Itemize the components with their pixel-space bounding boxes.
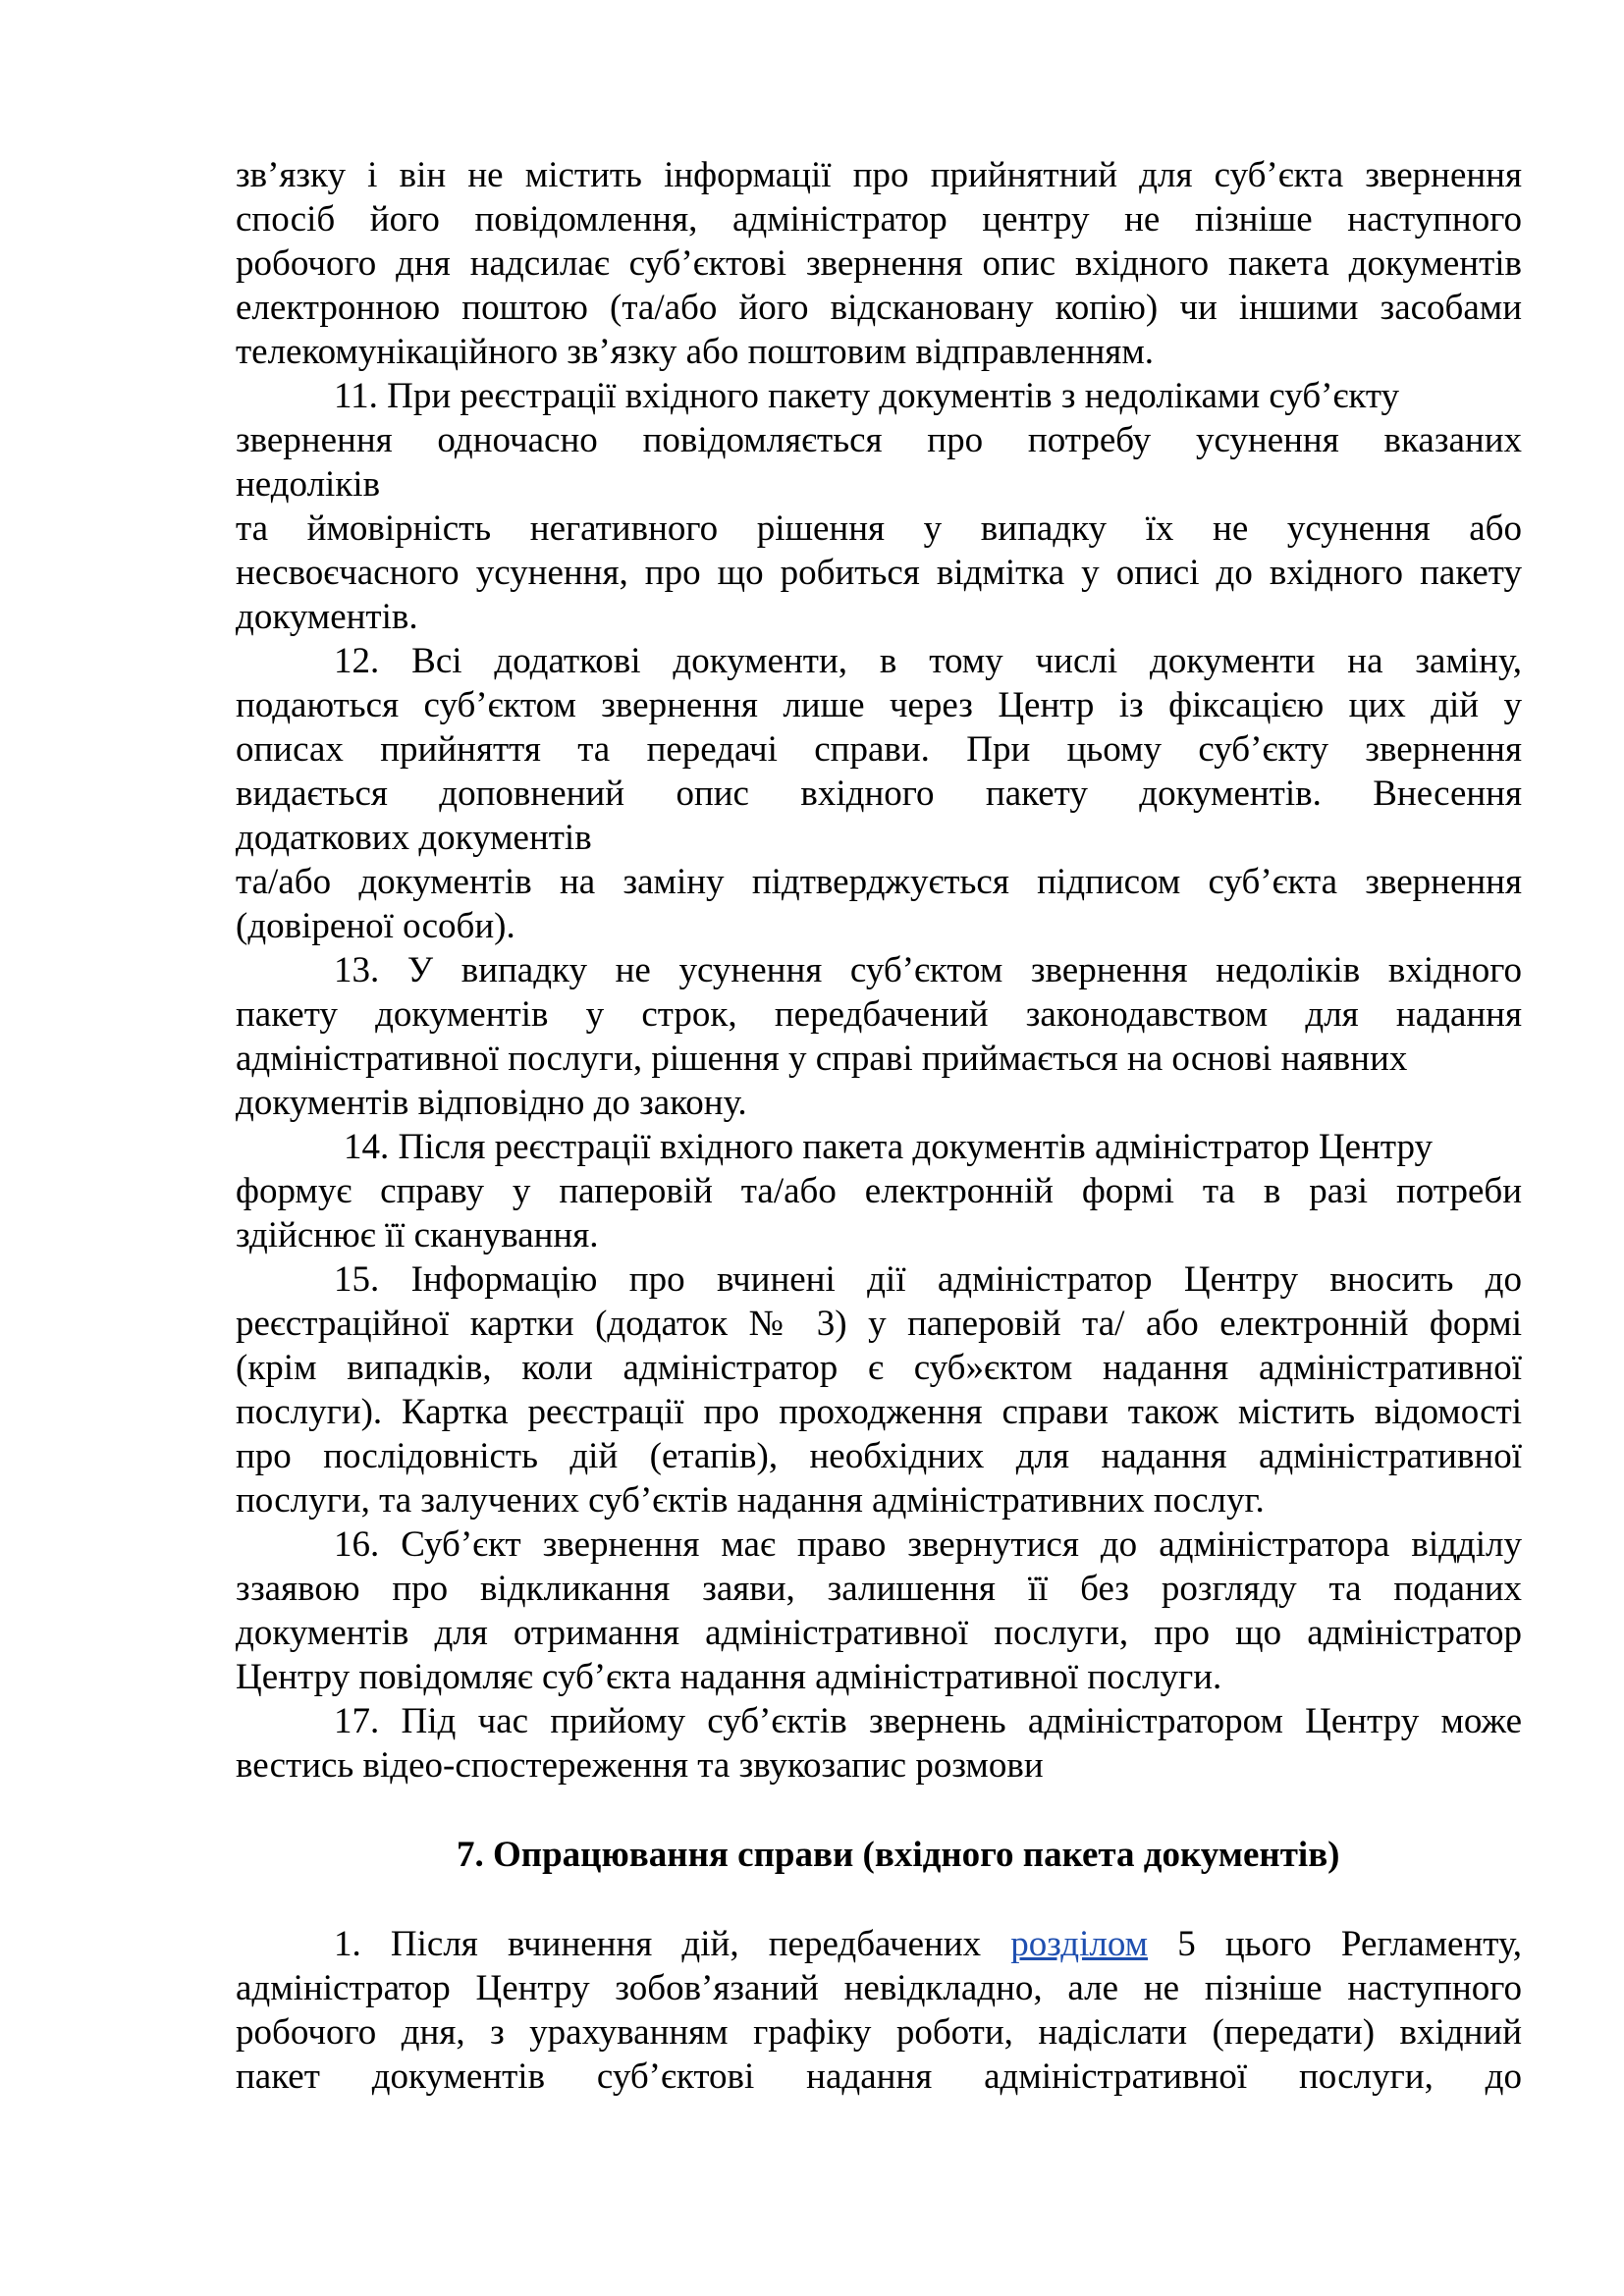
text-line: (довіреної особи). (236, 906, 515, 946)
text-line: робочого дня, з урахуванням графіку роботи, надіслати (передати) вхідний (236, 2012, 1522, 2053)
paragraph-13-start: 13. У випадку не усунення суб’єктом звернення недоліків вхідного (334, 950, 1522, 990)
text-line: несвоєчасного усунення, про що робиться відмітка у описі до вхідного пакету (236, 553, 1522, 593)
paragraph-16-start: 16. Суб’єкт звернення має право звернутися до адміністратора відділу (334, 1524, 1522, 1565)
text-line: недоліків (236, 464, 381, 505)
section-heading: 7. Опрацювання справи (вхідного пакета документів) (457, 1835, 1340, 1875)
text-line: та/або документів на заміну підтверджується підписом суб’єкта звернення (236, 862, 1522, 902)
text-line: подаються суб’єктом звернення лише через Центр із фіксацією цих дій у (236, 685, 1522, 725)
text-line: адміністративної послуги, рішення у справі приймається на основі наявних (236, 1039, 1408, 1079)
text-line: документів відповідно до закону. (236, 1083, 747, 1123)
text-line: та ймовірність негативного рішення у випадку їх не усунення або (236, 508, 1522, 549)
text-line: додаткових документів (236, 818, 592, 858)
text-line: документів для отримання адміністративної послуги, про що адміністратор (236, 1613, 1522, 1653)
text-line: послуги). Картка реєстрації про проходження справи також містить відомості (236, 1392, 1522, 1432)
document-page (236, 153, 1522, 2099)
text-line: телекомунікаційного зв’язку або поштовим відправленням. (236, 332, 1154, 372)
paragraph-12-start: 12. Всі додаткові документи, в тому числі документи на заміну, (334, 641, 1522, 681)
text-line: здійснює її сканування. (236, 1215, 599, 1255)
paragraph-14-start: 14. Після реєстрації вхідного пакета документів адміністратор Центру (344, 1127, 1434, 1167)
paragraph-17-start: 17. Під час прийому суб’єктів звернень адміністратором Центру може (334, 1701, 1522, 1741)
paragraph-11-start: 11. При реєстрації вхідного пакету документів з недоліками суб’єкту (334, 376, 1400, 416)
text-line: електронною поштою (та/або його відскановану копію) чи іншими засобами (236, 288, 1522, 328)
text-line: робочого дня надсилає суб’єктові звернення опис вхідного пакета документів (236, 243, 1522, 284)
text-line: звернення одночасно повідомляється про потребу усунення вказаних (236, 420, 1522, 460)
text-line: спосіб його повідомлення, адміністратор центру не пізніше наступного (236, 199, 1522, 240)
text-line: документів. (236, 597, 418, 637)
text-line: про послідовність дій (етапів), необхідних для надання адміністративної (236, 1436, 1522, 1476)
text-line: описах прийняття та передачі справи. При цьому суб’єкту звернення (236, 729, 1522, 770)
text-line: реєстраційної картки (додаток № 3) у паперовій та/ або електронній формі (236, 1304, 1522, 1344)
text-line: послуги, та залучених суб’єктів надання адміністративних послуг. (236, 1480, 1265, 1521)
section-link[interactable]: розділом (1010, 1924, 1149, 1964)
text-line: Центру повідомляє суб’єкта надання адміністративної послуги. (236, 1657, 1222, 1697)
text-line: пакет документів суб’єктові надання адміністративної послуги, до (236, 2056, 1522, 2097)
text-line: видається доповнений опис вхідного пакету документів. Внесення (236, 774, 1522, 814)
text-line: формує справу у паперовій та/або електронній формі та в разі потреби (236, 1171, 1522, 1211)
text-line: (крім випадків, коли адміністратор є суб»єктом надання адміністративної (236, 1348, 1522, 1388)
paragraph-1-start (236, 1922, 1522, 1966)
paragraph-15-start: 15. Інформацію про вчинені дії адміністратор Центру вносить до (334, 1259, 1522, 1300)
text-line: адміністратор Центру зобов’язаний невідкладно, але не пізніше наступного (236, 1968, 1522, 2008)
text-line: ззаявою про відкликання заяви, залишення її без розгляду та поданих (236, 1569, 1522, 1609)
text-segment: 5 цього Регламенту, (1177, 1924, 1522, 1964)
text-line: зв’язку і він не містить інформації про прийнятний для суб’єкта звернення (236, 155, 1522, 195)
text-line: пакету документів у строк, передбачений законодавством для надання (236, 994, 1522, 1035)
text-line: вестись відео-спостереження та звукозапис розмови (236, 1745, 1044, 1786)
text-segment: 1. Після вчинення дій, передбачених (334, 1924, 982, 1964)
